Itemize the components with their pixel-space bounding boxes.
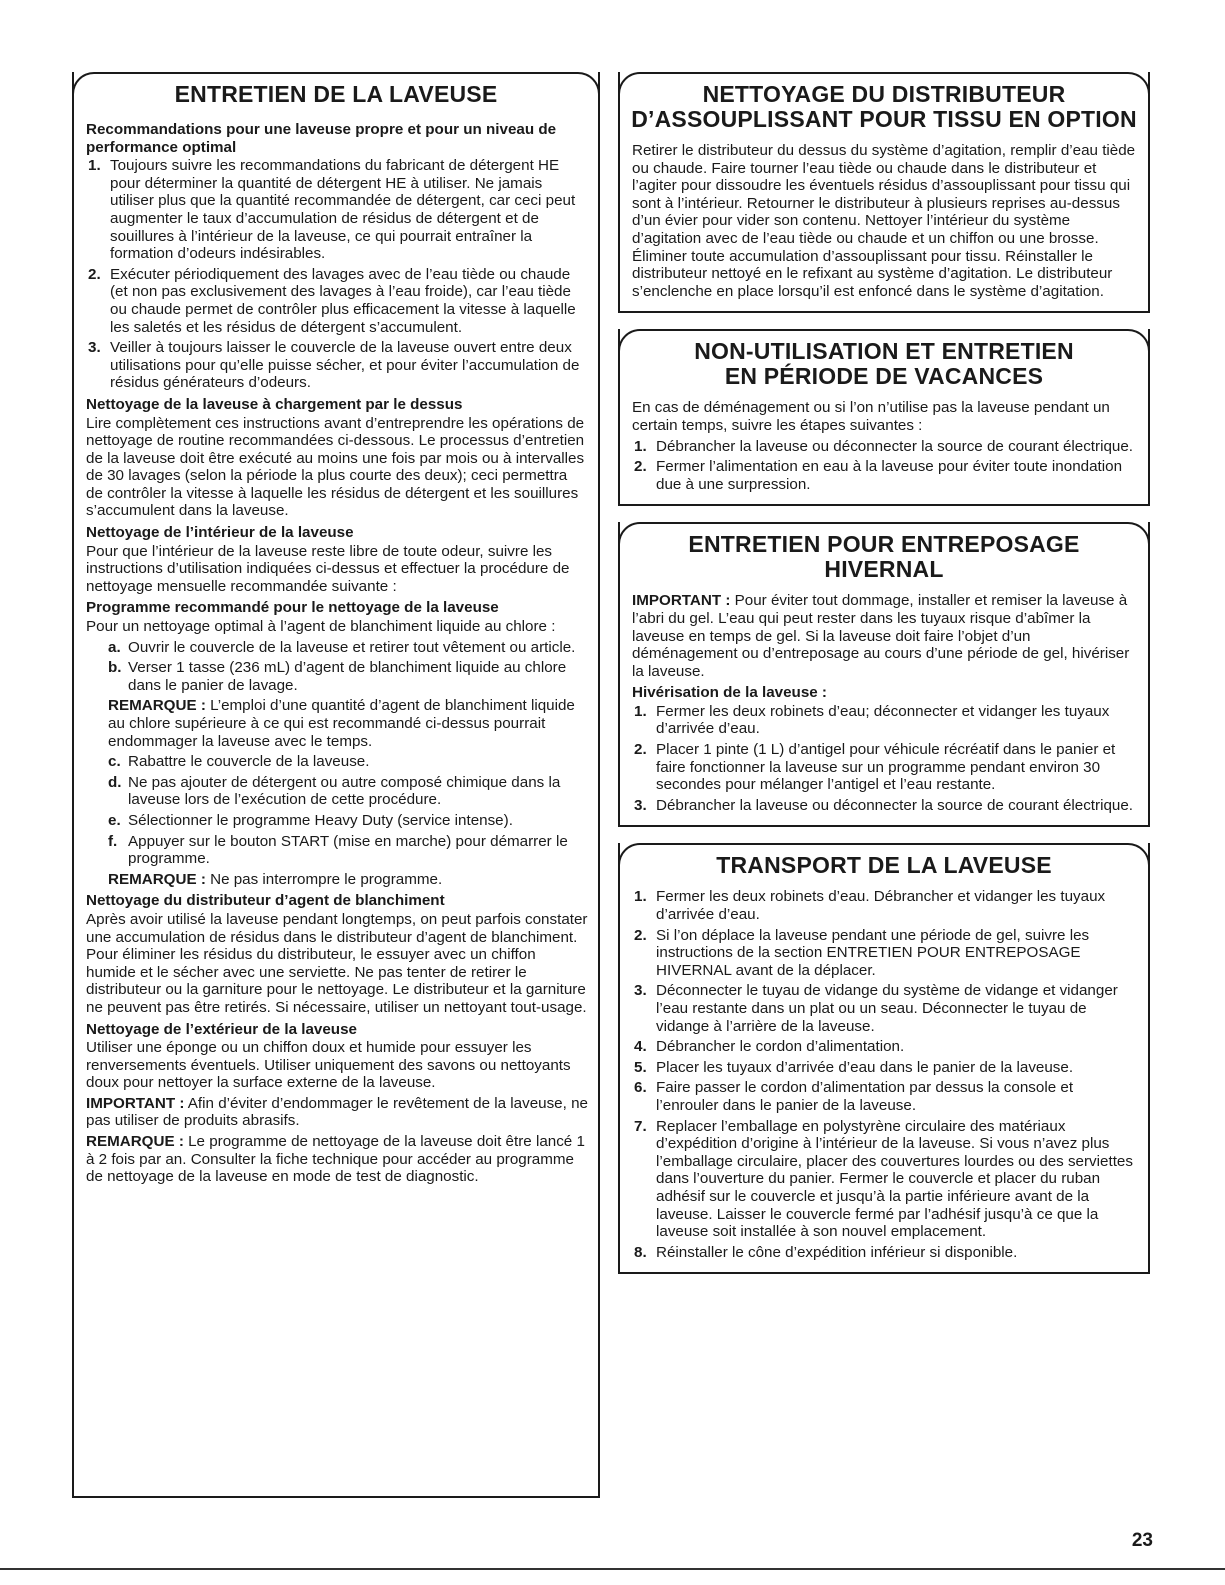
list-item — [632, 458, 1138, 493]
paragraph: Lire complètement ces instructions avant d’entreprendre les opérations de nettoyage de routine recommandées ci-dessous. Le processus d’entretien de la laveuse doit être exécuté au moins une fois par mois ou à intervalles de 30 lavages (selon la période la plus courte des deux); ceci permettra de contrôler la vitesse à laquelle les résidus de détergent et les souillures s’accumulent dans la laveuse. — [86, 414, 585, 520]
cleaning-steps-list-cont — [86, 753, 588, 868]
winterizing-steps-list — [632, 703, 1138, 815]
item-text: Débrancher la laveuse ou déconnecter la source de courant électrique. — [656, 796, 1134, 814]
item-number: 1. — [634, 437, 647, 455]
item-text: Toujours suivre les recommandations du fabricant de détergent HE pour déterminer la quantité de détergent HE à utiliser. Ne jamais utiliser plus que la quantité recommandée de détergent, car ceci peut augmenter le taux d’accumulation de résidus de détergent et de souillures à l’intérieur de la laveuse, ce qui pourrait entraîner la formation d’odeurs indésirables. — [110, 157, 576, 263]
important-text: Pour éviter tout dommage, installer et remiser la laveuse à l’abri du gel. L’eau qui peut rester dans les tuyaux risque d’abîmer la laveuse en temps de gel. Si la laveuse doit faire l’objet d’un déménagement ou d’entreposage au cours d’une période de gel, hivériser la laveuse. — [632, 592, 1130, 680]
softener-dispenser-section — [618, 72, 1150, 313]
title-line: NON-UTILISATION ET ENTRETIEN — [694, 338, 1074, 365]
note — [86, 1133, 588, 1186]
list-item — [86, 339, 588, 392]
list-item — [86, 833, 588, 868]
item-number: 2. — [634, 926, 647, 944]
paragraph: Pour un nettoyage optimal à l’agent de blanchiment liquide au chlore : — [86, 618, 556, 636]
subheading-bleach-dispenser: Nettoyage du distributeur d’agent de blanchiment — [86, 892, 445, 910]
section-body — [74, 113, 598, 1197]
item-text: Exécuter périodiquement des lavages avec de l’eau tiède ou chaude (et non pas exclusivement des lavages à l’eau froide), car l’eau tiède ou chaude permet de contrôler plus efficacement la vitesse à laquelle les saletés et les résidus de détergent s’accumulent. — [110, 265, 576, 336]
transport-steps-list — [632, 888, 1138, 1261]
vacation-care-section — [618, 329, 1150, 506]
list-item — [86, 659, 588, 694]
subheading-exterior-cleaning: Nettoyage de l’extérieur de la laveuse — [86, 1020, 357, 1038]
item-text: Placer les tuyaux d’arrivée d’eau dans le panier de la laveuse. — [656, 1058, 1074, 1076]
washer-maintenance-section — [72, 72, 600, 1498]
list-item — [632, 1118, 1138, 1241]
item-letter: d. — [108, 773, 122, 791]
recommendations-list — [86, 157, 588, 392]
item-text: Verser 1 tasse (236 mL) d’agent de blanchiment liquide au chlore dans le panier de lavage. — [128, 659, 567, 694]
section-body — [620, 884, 1148, 1272]
item-number: 7. — [634, 1117, 647, 1135]
note-text: Le programme de nettoyage de la laveuse doit être lancé 1 à 2 fois par an. Consulter la fiche technique pour accéder au programme de nettoyage de la laveuse en mode de test de diagnostic. — [86, 1133, 585, 1186]
list-item — [632, 888, 1138, 923]
item-letter: c. — [108, 753, 121, 771]
list-item — [86, 774, 588, 809]
item-number: 2. — [88, 265, 101, 283]
item-number: 3. — [634, 796, 647, 814]
item-text: Placer 1 pinte (1 L) d’antigel pour véhicule récréatif dans le panier et faire fonctionner la laveuse sur un programme pendant environ 30 secondes pour mélanger l’antigel et l’eau restante. — [656, 741, 1116, 794]
subheading-interior-cleaning: Nettoyage de l’intérieur de la laveuse — [86, 524, 354, 542]
paragraph: Retirer le distributeur du dessus du système d’agitation, remplir d’eau tiède ou chaude. Faire tourner l’eau tiède ou chaude dans le distributeur et l’agiter pour dissoudre les éventuels résidus d’assouplissant pour tissu qui sont à l’intérieur. Retourner le distributeur à plusieurs reprises au-dessus d’un évier pour vider son contenu. Nettoyer l’intérieur du système d’agitation avec de l’eau tiède ou chaude et un chiffon ou une brosse. Éliminer toute accumulation d’assouplissant pour tissu. Réinstaller le distributeur nettoyé en le refixant au système d’agitation. Le distributeur s’enclenche en place lorsqu’il est enfoncé dans le système d’agitation. — [632, 142, 1136, 300]
item-text: Déconnecter le tuyau de vidange du système de vidange et vidanger l’eau restante dans un plat ou un seau. Déconnecter le tuyau de vidange à l’arrière de la laveuse. — [656, 982, 1118, 1035]
item-letter: f. — [108, 832, 118, 850]
list-item — [632, 797, 1138, 815]
cleaning-steps-list — [86, 639, 588, 695]
item-letter: e. — [108, 811, 121, 829]
section-body — [620, 138, 1148, 311]
list-item — [632, 741, 1138, 794]
important-label: IMPORTANT : — [632, 592, 731, 610]
item-text: Fermer les deux robinets d’eau; déconnecter et vidanger les tuyaux d’arrivée d’eau. — [656, 702, 1110, 738]
item-number: 2. — [634, 458, 647, 476]
item-number: 1. — [88, 157, 101, 175]
item-number: 3. — [634, 982, 647, 1000]
right-column — [618, 72, 1150, 1274]
title-line: D’ASSOUPLISSANT POUR TISSU EN OPTION — [631, 106, 1137, 132]
list-item — [632, 703, 1138, 738]
list-item — [86, 639, 588, 657]
list-item — [632, 1059, 1138, 1077]
list-item — [86, 753, 588, 771]
list-item — [632, 1079, 1138, 1114]
page-number: 23 — [1131, 1530, 1153, 1551]
subheading-recommendations: Recommandations pour une laveuse propre et pour un niveau de performance optimal — [86, 121, 557, 156]
list-item — [86, 812, 588, 830]
section-body — [620, 588, 1148, 825]
item-number: 1. — [634, 702, 647, 720]
section-title: TRANSPORT DE LA LAVEUSE — [618, 843, 1150, 884]
item-number: 2. — [634, 741, 647, 759]
important-note — [632, 592, 1138, 680]
title-line: EN PÉRIODE DE VACANCES — [724, 363, 1044, 390]
bottom-rule — [0, 1568, 1225, 1570]
note-label: REMARQUE : — [108, 697, 206, 715]
paragraph: Pour que l’intérieur de la laveuse reste libre de toute odeur, suivre les instructions d’utilisation indiquées ci-dessus et effectuer la procédure de nettoyage mensuelle recommandée suivante : — [86, 542, 570, 595]
item-text: Ouvrir le couvercle de la laveuse et retirer tout vêtement ou article. — [128, 638, 576, 656]
important-note — [86, 1095, 588, 1130]
note — [86, 871, 588, 889]
item-text: Replacer l’emballage en polystyrène circulaire des matériaux d’expédition d’origine à l’intérieur de la laveuse. Si vous n’avez plus l’emballage circulaire, placer des couvertures lourdes ou des serviettes dans l’ouverture du panier. Fermer le couvercle et placer du ruban adhésif sur le couvercle et jusqu’à la partie inférieure avant de la laveuse. Laisser le couvercle fermé par l’adhésif jusqu’à ce que la laveuse soit installée à son nouvel emplacement. — [656, 1117, 1133, 1241]
note-text: L’emploi d’une quantité d’agent de blanchiment liquide au chlore supérieure à ce qui est recommandé ci-dessus pourrait endommager la laveuse avec le temps. — [108, 697, 575, 750]
item-text: Rabattre le couvercle de la laveuse. — [128, 753, 370, 771]
item-text: Veiller à toujours laisser le couvercle de la laveuse ouvert entre deux utilisations pour qu’elle puisse sécher, et pour éviter l’accumulation de résidus générateurs d’odeurs. — [110, 339, 580, 392]
item-text: Appuyer sur le bouton START (mise en marche) pour démarrer le programme. — [128, 832, 568, 868]
list-item — [632, 1038, 1138, 1056]
item-text: Fermer l’alimentation en eau à la laveuse pour éviter toute inondation due à une surpression. — [656, 458, 1123, 493]
paragraph: En cas de déménagement ou si l’on n’utilise pas la laveuse pendant un certain temps, suivre les étapes suivantes : — [632, 399, 1110, 434]
item-number: 3. — [88, 339, 101, 357]
note — [86, 697, 588, 750]
list-item — [632, 438, 1138, 456]
left-column — [72, 72, 600, 1498]
item-text: Faire passer le cordon d’alimentation par dessus la console et l’enrouler dans le panier de la laveuse. — [656, 1079, 1074, 1114]
section-title: ENTRETIEN DE LA LAVEUSE — [72, 72, 600, 113]
note-text: Ne pas interrompre le programme. — [205, 870, 443, 888]
item-text: Sélectionner le programme Heavy Duty (service intense). — [128, 811, 513, 829]
item-number: 6. — [634, 1079, 647, 1097]
transport-section — [618, 843, 1150, 1274]
item-number: 1. — [634, 888, 647, 906]
title-line: NETTOYAGE DU DISTRIBUTEUR — [702, 81, 1066, 107]
subheading-top-load-cleaning: Nettoyage de la laveuse à chargement par le dessus — [86, 395, 463, 413]
section-title: ENTRETIEN POUR ENTREPOSAGE HIVERNAL — [618, 522, 1150, 588]
item-text: Débrancher le cordon d’alimentation. — [656, 1038, 905, 1056]
item-number: 5. — [634, 1058, 647, 1076]
vacation-steps-list — [632, 438, 1138, 494]
important-label: IMPORTANT : — [86, 1094, 185, 1112]
item-text: Ne pas ajouter de détergent ou autre composé chimique dans la laveuse lors de l’exécution de cette procédure. — [128, 773, 561, 809]
subheading-cleaning-program: Programme recommandé pour le nettoyage de la laveuse — [86, 599, 499, 617]
item-letter: a. — [108, 638, 121, 656]
item-text: Réinstaller le cône d’expédition inférieur si disponible. — [656, 1243, 1018, 1261]
winter-storage-section — [618, 522, 1150, 827]
item-number: 8. — [634, 1243, 647, 1261]
paragraph: Après avoir utilisé la laveuse pendant longtemps, on peut parfois constater une accumulation de résidus dans le distributeur d’agent de blanchiment. Pour éliminer les résidus du distributeur, le essuyer avec un chiffon humide et le sécher avec une serviette. Ne pas tenter de retirer le distributeur ou la garniture pour le nettoyage. Le distributeur et la garniture ne peuvent pas être retirés. Si nécessaire, utiliser un nettoyant tout-usage. — [86, 910, 588, 1016]
important-text: Afin d’éviter d’endommager le revêtement de la laveuse, ne pas utiliser de produits abrasifs. — [86, 1094, 588, 1130]
list-item — [632, 1244, 1138, 1262]
paragraph: Utiliser une éponge ou un chiffon doux et humide pour essuyer les renversements éventuels. Utiliser uniquement des savons ou nettoyants doux pour nettoyer la surface externe de la laveuse. — [86, 1039, 571, 1092]
item-text: Débrancher la laveuse ou déconnecter la source de courant électrique. — [656, 437, 1134, 455]
subheading-winterizing: Hivérisation de la laveuse : — [632, 684, 827, 702]
section-body — [620, 395, 1148, 504]
list-item — [632, 982, 1138, 1035]
item-text: Si l’on déplace la laveuse pendant une période de gel, suivre les instructions de la section ENTRETIEN POUR ENTREPOSAGE HIVERNAL avant de la déplacer. — [656, 926, 1090, 979]
item-letter: b. — [108, 659, 122, 677]
list-item — [86, 157, 588, 263]
note-label: REMARQUE : — [86, 1133, 184, 1151]
item-text: Fermer les deux robinets d’eau. Débrancher et vidanger les tuyaux d’arrivée d’eau. — [656, 888, 1106, 924]
section-title — [618, 329, 1150, 395]
section-title — [618, 72, 1150, 138]
list-item — [86, 266, 588, 336]
note-label: REMARQUE : — [108, 870, 206, 888]
list-item — [632, 927, 1138, 980]
item-number: 4. — [634, 1038, 647, 1056]
